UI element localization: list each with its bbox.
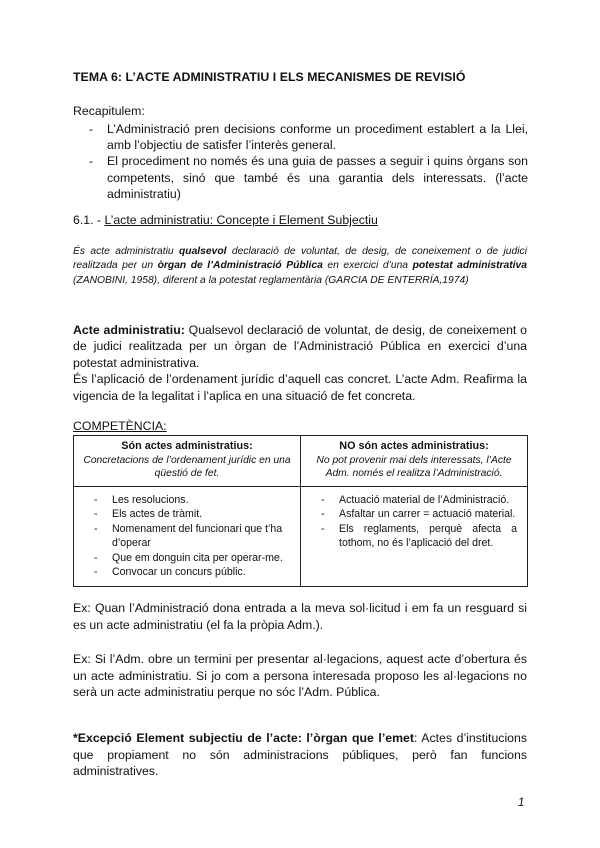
example-2: Ex: Si l’Adm. obre un termini per presentar al·legacions, aquest acte d’obertura és un acte administratiu. Si jo com a persona interesada proposo les al·legacions no serà un acte administratiu perque no sóc l’Adm. Pública.: [73, 652, 527, 700]
left-sub: Concretacions de l’ordenament jurídic en una qüestió de fet.: [83, 454, 291, 479]
table-cell-right: [301, 486, 528, 587]
recap-item: - L’Administració pren decisions conforme un procediment establert a la Llei, amb l’objectiu de satisfer l’interès general.: [73, 121, 528, 153]
page-number: 1: [518, 797, 525, 809]
quote-text: (ZANOBINI, 1958), diferent a la potestat reglamentària (GARCIA DE ENTERRÍA,1974): [73, 274, 469, 286]
list-item: - Els reglaments, perquè afecta a tothom, no és l’aplicació del dret.: [301, 522, 521, 551]
table-header-left: [74, 436, 301, 487]
definition-quote: [73, 245, 527, 288]
quote-text: És acte administratiu: [73, 246, 179, 257]
exception-text: : Actes d’institucions que propiament no són administracions públiques, però fan funcions administratives.: [73, 731, 528, 779]
recap-list: [73, 121, 528, 202]
table-header-right: [301, 436, 528, 487]
exception-label: *Excepció Element subjectiu de l’acte: l’òrgan que l’emet: [73, 731, 414, 745]
quote-bold: òrgan de l’Administració Pública: [157, 260, 323, 272]
list-item: - Convocar un concurs públic.: [74, 565, 294, 580]
exception-note: [73, 730, 527, 780]
quote-text: declaració de voluntat, de desig, de coneixement o de judici realitzada per un: [73, 246, 527, 272]
acte-definition: [73, 322, 527, 404]
list-item: - Actuació material de l’Administració.: [301, 493, 521, 508]
acte-text: Qualsevol declaració de voluntat, de desig, de coneixement o de judici realitzada per un òrgan de l’Administració Pública en exercici d’una potestat administrativa.: [73, 323, 528, 370]
competencia-heading: COMPETÈNCIA:: [73, 419, 167, 433]
left-head: Són actes administratius:: [121, 440, 253, 452]
quote-bold: qualsevol: [178, 246, 227, 257]
list-item: - Les resolucions.: [74, 493, 294, 508]
recap-item: - El procediment no només és una guia de passes a seguir i quins òrgans son competents, sinó que també és una garantia dels interessats. (l’acte administratiu): [73, 153, 528, 202]
quote-bold: potestat administrativa: [412, 260, 527, 272]
section-number: 6.1. -: [73, 213, 105, 227]
section-title: L’acte administratiu: Concepte i Element Subjectiu: [104, 213, 378, 227]
quote-text: en exercici d’una: [322, 260, 413, 272]
competencia-table: [73, 435, 528, 587]
example-1: Ex: Quan l’Administració dona entrada a la meva sol·licitud i em fa un resguard si es un acte administratiu (el fa la pròpia Adm.).: [73, 601, 527, 632]
recap-heading: Recapitulem:: [73, 104, 145, 118]
list-item: - Els actes de tràmit.: [74, 507, 294, 522]
right-sub: No pot provenir mai dels interessats, l’Acte Adm. només el realitza l’Administració.: [316, 454, 512, 479]
acte-label: Acte administratiu:: [73, 323, 185, 337]
acte-text-2: És l’aplicació de l’ordenament jurídic d’aquell cas concret. L’acte Adm. Reafirma la vigencia de la legalitat i l’aplica en una situació de fet concreta.: [73, 372, 527, 403]
section-heading: [73, 213, 378, 227]
list-item: - Que em donguin cita per operar-me.: [74, 551, 294, 566]
table-cell-left: [74, 486, 301, 587]
right-head: NO són actes administratius:: [339, 440, 489, 452]
list-item: - Nomenament del funcionari que t’ha d’operar: [74, 522, 294, 551]
document-title: TEMA 6: L’ACTE ADMINISTRATIU I ELS MECANISMES DE REVISIÓ: [73, 70, 466, 84]
list-item: - Asfaltar un carrer = actuació material.: [301, 507, 521, 522]
